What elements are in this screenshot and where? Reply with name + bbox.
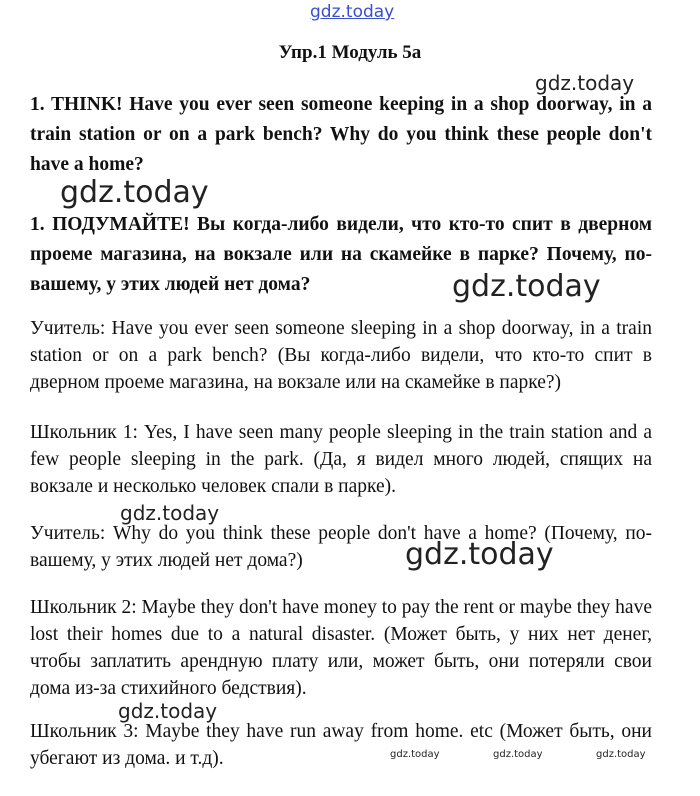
- dialogue-line-student-3: Школьник 3: Maybe they have run away from home. etc (Может быть, они убегают из дома. и т.д).: [30, 721, 652, 769]
- watermark: gdz.today: [120, 501, 220, 525]
- dialogue-line-teacher-2: Учитель: Why do you think these people don't have a home? (Почему, по-вашему, у этих людей нет дома?): [30, 523, 652, 571]
- site-watermark-link[interactable]: gdz.today: [310, 2, 395, 22]
- watermark-small: gdz.today: [493, 749, 543, 760]
- dialogue-line-teacher-1: Учитель: Have you ever seen someone sleeping in a shop doorway, in a train station or on a park bench? (Вы когда-либо видели, что кто-то спит в дверном проеме магазина, на вокзале или на скамейке в парке?): [30, 318, 652, 393]
- task-russian: 1. ПОДУМАЙТЕ! Вы когда-либо видели, что кто-то спит в дверном проеме магазина, на вокзале или на скамейке в парке? Почему, по-вашему, у этих людей нет дома?: [30, 214, 652, 295]
- dialogue-line-student-2: Школьник 2: Maybe they don't have money to pay the rent or maybe they have lost their homes due to a natural disaster. (Может быть, у них нет денег, чтобы заплатить арендную плату или, может быть, они потеряли свои дома из-за стихийного бедствия).: [30, 597, 652, 699]
- watermark: gdz.today: [535, 71, 635, 95]
- watermark: gdz.today: [60, 175, 209, 210]
- watermark-small: gdz.today: [596, 749, 646, 760]
- task-english: 1. THINK! Have you ever seen someone keeping in a shop doorway, in a train station or on a park bench? Why do you think these people don't have a home?: [30, 94, 652, 175]
- watermark: gdz.today: [118, 699, 218, 723]
- watermark: gdz.today: [452, 269, 601, 304]
- watermark-small: gdz.today: [390, 749, 440, 760]
- page-title: Упр.1 Модуль 5а: [278, 42, 422, 63]
- dialogue-line-student-1: Школьник 1: Yes, I have seen many people sleeping in the train station and a few people sleeping in the park. (Да, я видел много людей, спящих на вокзале и несколько человек спали в парке).: [30, 422, 652, 497]
- watermark: gdz.today: [405, 537, 554, 572]
